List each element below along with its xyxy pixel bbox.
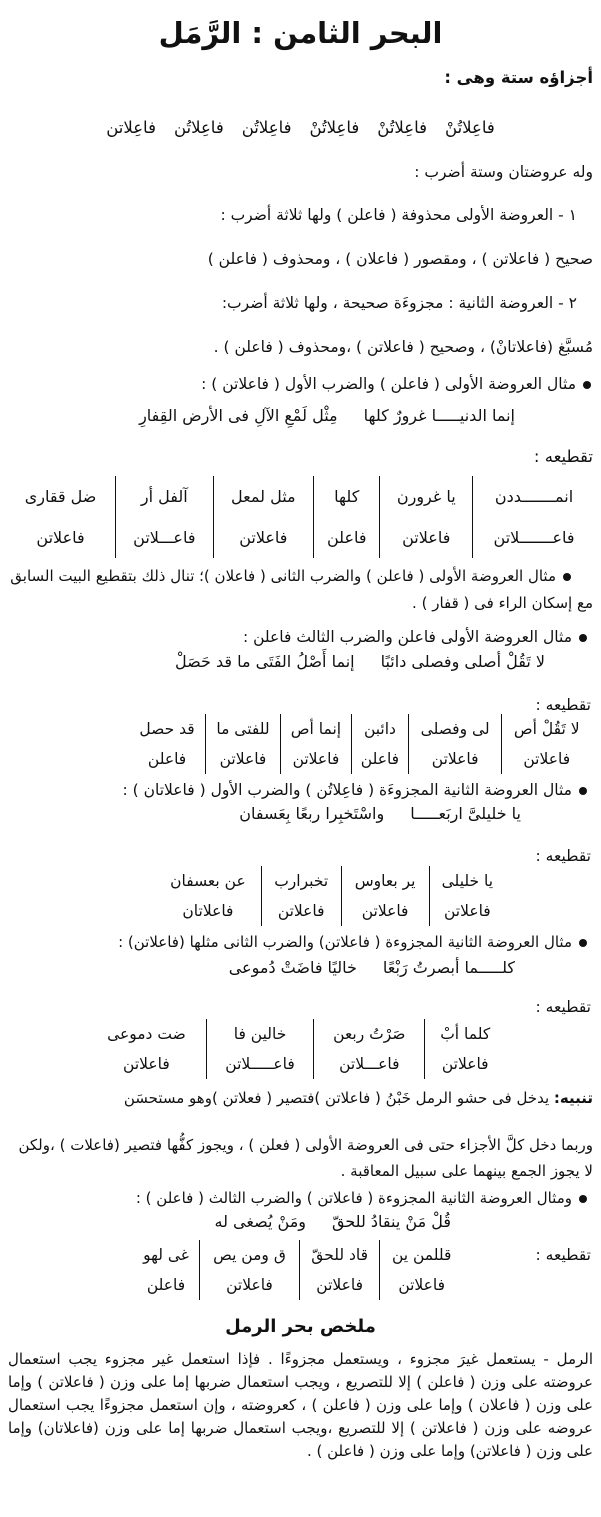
example-3-scansion-table [129, 714, 591, 774]
foot-cell: فاعلاتن [502, 744, 591, 774]
syllable-cell: خالين فا [206, 1019, 313, 1049]
syllable-cell: لا تَقُلْ أص [502, 714, 591, 744]
scansion-syllables-row [129, 714, 591, 744]
verse-second-hemistich: خاليًا فاضَتْ دُموعى [228, 958, 357, 977]
verse-second-hemistich: مِثْل لَمْعِ الآلِ فى الأرض القِفارِ [139, 406, 338, 425]
example-6-scansion-table [133, 1240, 463, 1300]
syllable-cell: آلفل أر [116, 476, 213, 517]
bullet-icon [579, 787, 587, 795]
syllable-cell: ق ومن يص [199, 1240, 299, 1270]
scansion-label: تقطيعه : [535, 696, 591, 714]
foot-cell: فاعلاتن [341, 896, 429, 926]
foot-cell: فاعـــلاتن [314, 1049, 425, 1079]
example-1-verse [139, 404, 515, 428]
foot-cell: فاعلاتن [380, 517, 473, 558]
scansion-feet-row [87, 1049, 505, 1079]
note-continuation: وربما دخل كلَّ الأجزاء حتى فى العروضة الأولى ( فعلن ) ، ويجوز كفُّها فتصير (فاعلات ) ،ولكن لا يجوز الجمع بينهما على سبيل المعاقبة . [18, 1136, 593, 1180]
foot-cell: فاعلاتن [206, 744, 281, 774]
scansion-syllables-row [87, 1019, 505, 1049]
foot-cell: فاعلاتن [425, 1049, 505, 1079]
verse-first-hemistich: يا خليلىَّ اربَعـــــا [410, 804, 521, 823]
foot-cell: فاعلاتن [408, 744, 502, 774]
summary-paragraph: الرمل - يستعمل غيرَ مجزوء ، ويستعمل مجزوءًا . فإذا استعمل غير مجزوء يجب استعمال عروضته على وزن ( فاعلن ) إلا للتصريع ، ويجب استعمال ضربها إما على وزن ( فاعلاتن ) وإما على وزن ( فاعلان ) وإما على وزن ( فاعلن ) ، كعروضته ، وإن استعمل مجزوءًا يجب استعمال عروضه على وزن ( فاعلاتن ) إلا للتصريع ،ويجب استعمال ضربها إما على وزن (فاعلاتان) وإما على وزن ( فاعلاتن) وإما على وزن ( فاعلن ) . [8, 1350, 593, 1460]
arud2-darbs: مُسبَّغ (فاعلاتانْ) ، وصحيح ( فاعلاتن ) ،ومحذوف ( فاعلن ) . [213, 338, 593, 356]
foot-cell: فاعـــلاتن [116, 517, 213, 558]
foot-cell: فاعـــــــلاتن [473, 517, 595, 558]
foot-cell: فاعلاتان [182, 902, 234, 920]
example-4-verse [239, 802, 521, 826]
foot-cell: فاعلاتن [36, 528, 85, 547]
foot-cell: فاعلن [146, 1276, 186, 1294]
foot-cell: فاعلن [147, 750, 187, 768]
foot-cell: فاعلاتن [261, 896, 341, 926]
example-6-verse [215, 1210, 451, 1234]
syllable-cell: قاد للحقّ [299, 1240, 379, 1270]
syllable-cell: كلما أبْ [425, 1019, 505, 1049]
foot-cell: فاعلن [314, 517, 380, 558]
foot: فاعِلاتُنْ [445, 118, 495, 137]
example-2-paragraph [8, 563, 593, 617]
foot: فاعِلاتن [106, 118, 156, 137]
syllable-cell: ضت دموعى [107, 1025, 186, 1043]
syllable-cell: قد حصل [139, 720, 195, 738]
scansion-label: تقطيعه : [533, 447, 593, 466]
syllable-cell: يا غرورن [380, 476, 473, 517]
syllable-cell: ضل ققارى [24, 487, 97, 506]
scansion-label: تقطيعه : [535, 1246, 591, 1264]
arud-count-line: وله عروضتان وستة أضرب : [414, 163, 593, 181]
note-line [8, 1086, 593, 1110]
example-5-heading-text: مثال العروضة الثانية المجزوءة ( فاعلاتن) والضرب الثانى مثلها (فاعلاتن) : [118, 933, 572, 951]
verse-first-hemistich: إنما الدنيـــــا غرورٌ كلها [363, 406, 515, 425]
feet-row [8, 114, 593, 142]
verse-first-hemistich: كلـــــما أبصرتُ رَبْعًا [382, 958, 515, 977]
scansion-label: تقطيعه : [535, 847, 591, 865]
syllable-cell: قللمن ين [380, 1240, 463, 1270]
foot-cell: فاعلن [352, 744, 409, 774]
example-1-scansion-table [6, 476, 595, 558]
syllable-cell: للفتى ما [206, 714, 281, 744]
bullet-icon [563, 573, 571, 581]
arud2-heading: ٢ - العروضة الثانية : مجزوءَة صحيحة ، ولها ثلاثة أضرب: [221, 294, 577, 312]
syllable-cell: يا خليلى [429, 866, 505, 896]
example-1-heading [8, 372, 591, 396]
syllable-cell: دائبن [352, 714, 409, 744]
syllable-cell: ير بعاوس [341, 866, 429, 896]
foot-cell: فاعلاتن [213, 517, 314, 558]
example-5-verse [229, 956, 515, 980]
scansion-label: تقطيعه : [535, 998, 591, 1016]
example-4-heading-text: مثال العروضة الثانية المجزوءَة ( فاعِلاتُن ) والضرب الأول ( فاعلاتان ) : [122, 781, 572, 799]
scansion-feet-row [133, 1270, 463, 1300]
bullet-icon [579, 1195, 587, 1203]
bullet-icon [579, 939, 587, 947]
example-5-scansion-table [87, 1019, 505, 1079]
foot-cell: فاعلاتن [280, 744, 351, 774]
intro-line: أجزاؤه ستة وهى : [444, 68, 593, 87]
scansion-syllables-row [6, 476, 595, 517]
verse-first-hemistich: لا تَقُلْ أصلى وفصلى دائبًا [380, 652, 545, 671]
verse-second-hemistich: واسْتَخبِرا ربعًا بِعَسفان [239, 804, 385, 823]
bullet-icon [583, 381, 591, 389]
example-6-heading [8, 1186, 587, 1210]
arud1-heading: ١ - العروضة الأولى محذوفة ( فاعلن ) ولها ثلاثة أضرب : [220, 206, 577, 224]
foot: فاعِلاتُن [173, 118, 224, 137]
syllable-cell: كلها [314, 476, 380, 517]
syllable-cell: صَرْتُ ربعن [314, 1019, 425, 1049]
foot: فاعِلاتُن [241, 118, 292, 137]
example-4-heading [8, 778, 587, 802]
example-5-heading [8, 930, 587, 954]
example-1-heading-text: مثال العروضة الأولى ( فاعلن ) والضرب الأول ( فاعلاتن ) : [201, 375, 576, 393]
foot-cell: فاعلاتن [299, 1270, 379, 1300]
scansion-feet-row [129, 744, 591, 774]
example-6-heading-text: ومثال العروضة الثانية المجزوءة ( فاعلاتن ) والضرب الثالث ( فاعلن ) : [135, 1189, 572, 1207]
bullet-icon [579, 634, 587, 642]
foot: فاعِلاتُنْ [377, 118, 428, 137]
scansion-feet-row [6, 517, 595, 558]
example-4-scansion-table [155, 866, 505, 926]
scansion-feet-row [155, 896, 505, 926]
foot-cell: فاعـــــلاتن [206, 1049, 313, 1079]
example-2-text: مثال العروضة الأولى ( فاعلن ) والضرب الثانى ( فاعلان )؛ تنال ذلك بتقطيع البيت السابق مع إسكان الراء فى ( قفار ) . [10, 567, 593, 612]
example-3-heading [8, 625, 587, 649]
syllable-cell: غى لهو [143, 1246, 189, 1264]
scansion-syllables-row [155, 866, 505, 896]
syllable-cell: تخبرارب [261, 866, 341, 896]
summary-title: ملخص بحر الرمل [225, 1316, 376, 1337]
foot: فاعِلاتُنْ [309, 118, 360, 137]
verse-first-hemistich: قُلْ مَنْ ينقادُ للحقّ [332, 1212, 451, 1231]
foot-cell: فاعلاتن [123, 1055, 170, 1073]
syllable-cell: عن بعسفان [170, 872, 246, 890]
foot-cell: فاعلاتن [199, 1270, 299, 1300]
verse-second-hemistich: ومَنْ يُصغى له [214, 1212, 306, 1231]
example-3-heading-text: مثال العروضة الأولى فاعلن والضرب الثالث فاعلن : [242, 628, 572, 646]
syllable-cell: انمـــــــددن [473, 476, 595, 517]
example-3-verse [175, 650, 545, 674]
syllable-cell: لى وفصلى [408, 714, 502, 744]
syllable-cell: مثل لمعل [213, 476, 314, 517]
arud1-darbs: صحيح ( فاعلاتن ) ، ومقصور ( فاعلان ) ، ومحذوف ( فاعلن ) [207, 250, 593, 268]
foot-cell: فاعلاتن [429, 896, 505, 926]
foot-cell: فاعلاتن [380, 1270, 463, 1300]
note-text: يدخل فى حشو الرمل خَبْنُ ( فاعلاتن )فتصير ( فعلاتن )وهو مستحسَن [123, 1089, 554, 1107]
page-title: البحر الثامن : الرَّمَل [158, 16, 443, 50]
scansion-syllables-row [133, 1240, 463, 1270]
verse-second-hemistich: إنما أَصْلُ الفَتَى ما قد حَصَلْ [175, 652, 355, 671]
note-label: تنبيه: [553, 1089, 593, 1107]
syllable-cell: إنما أص [280, 714, 351, 744]
